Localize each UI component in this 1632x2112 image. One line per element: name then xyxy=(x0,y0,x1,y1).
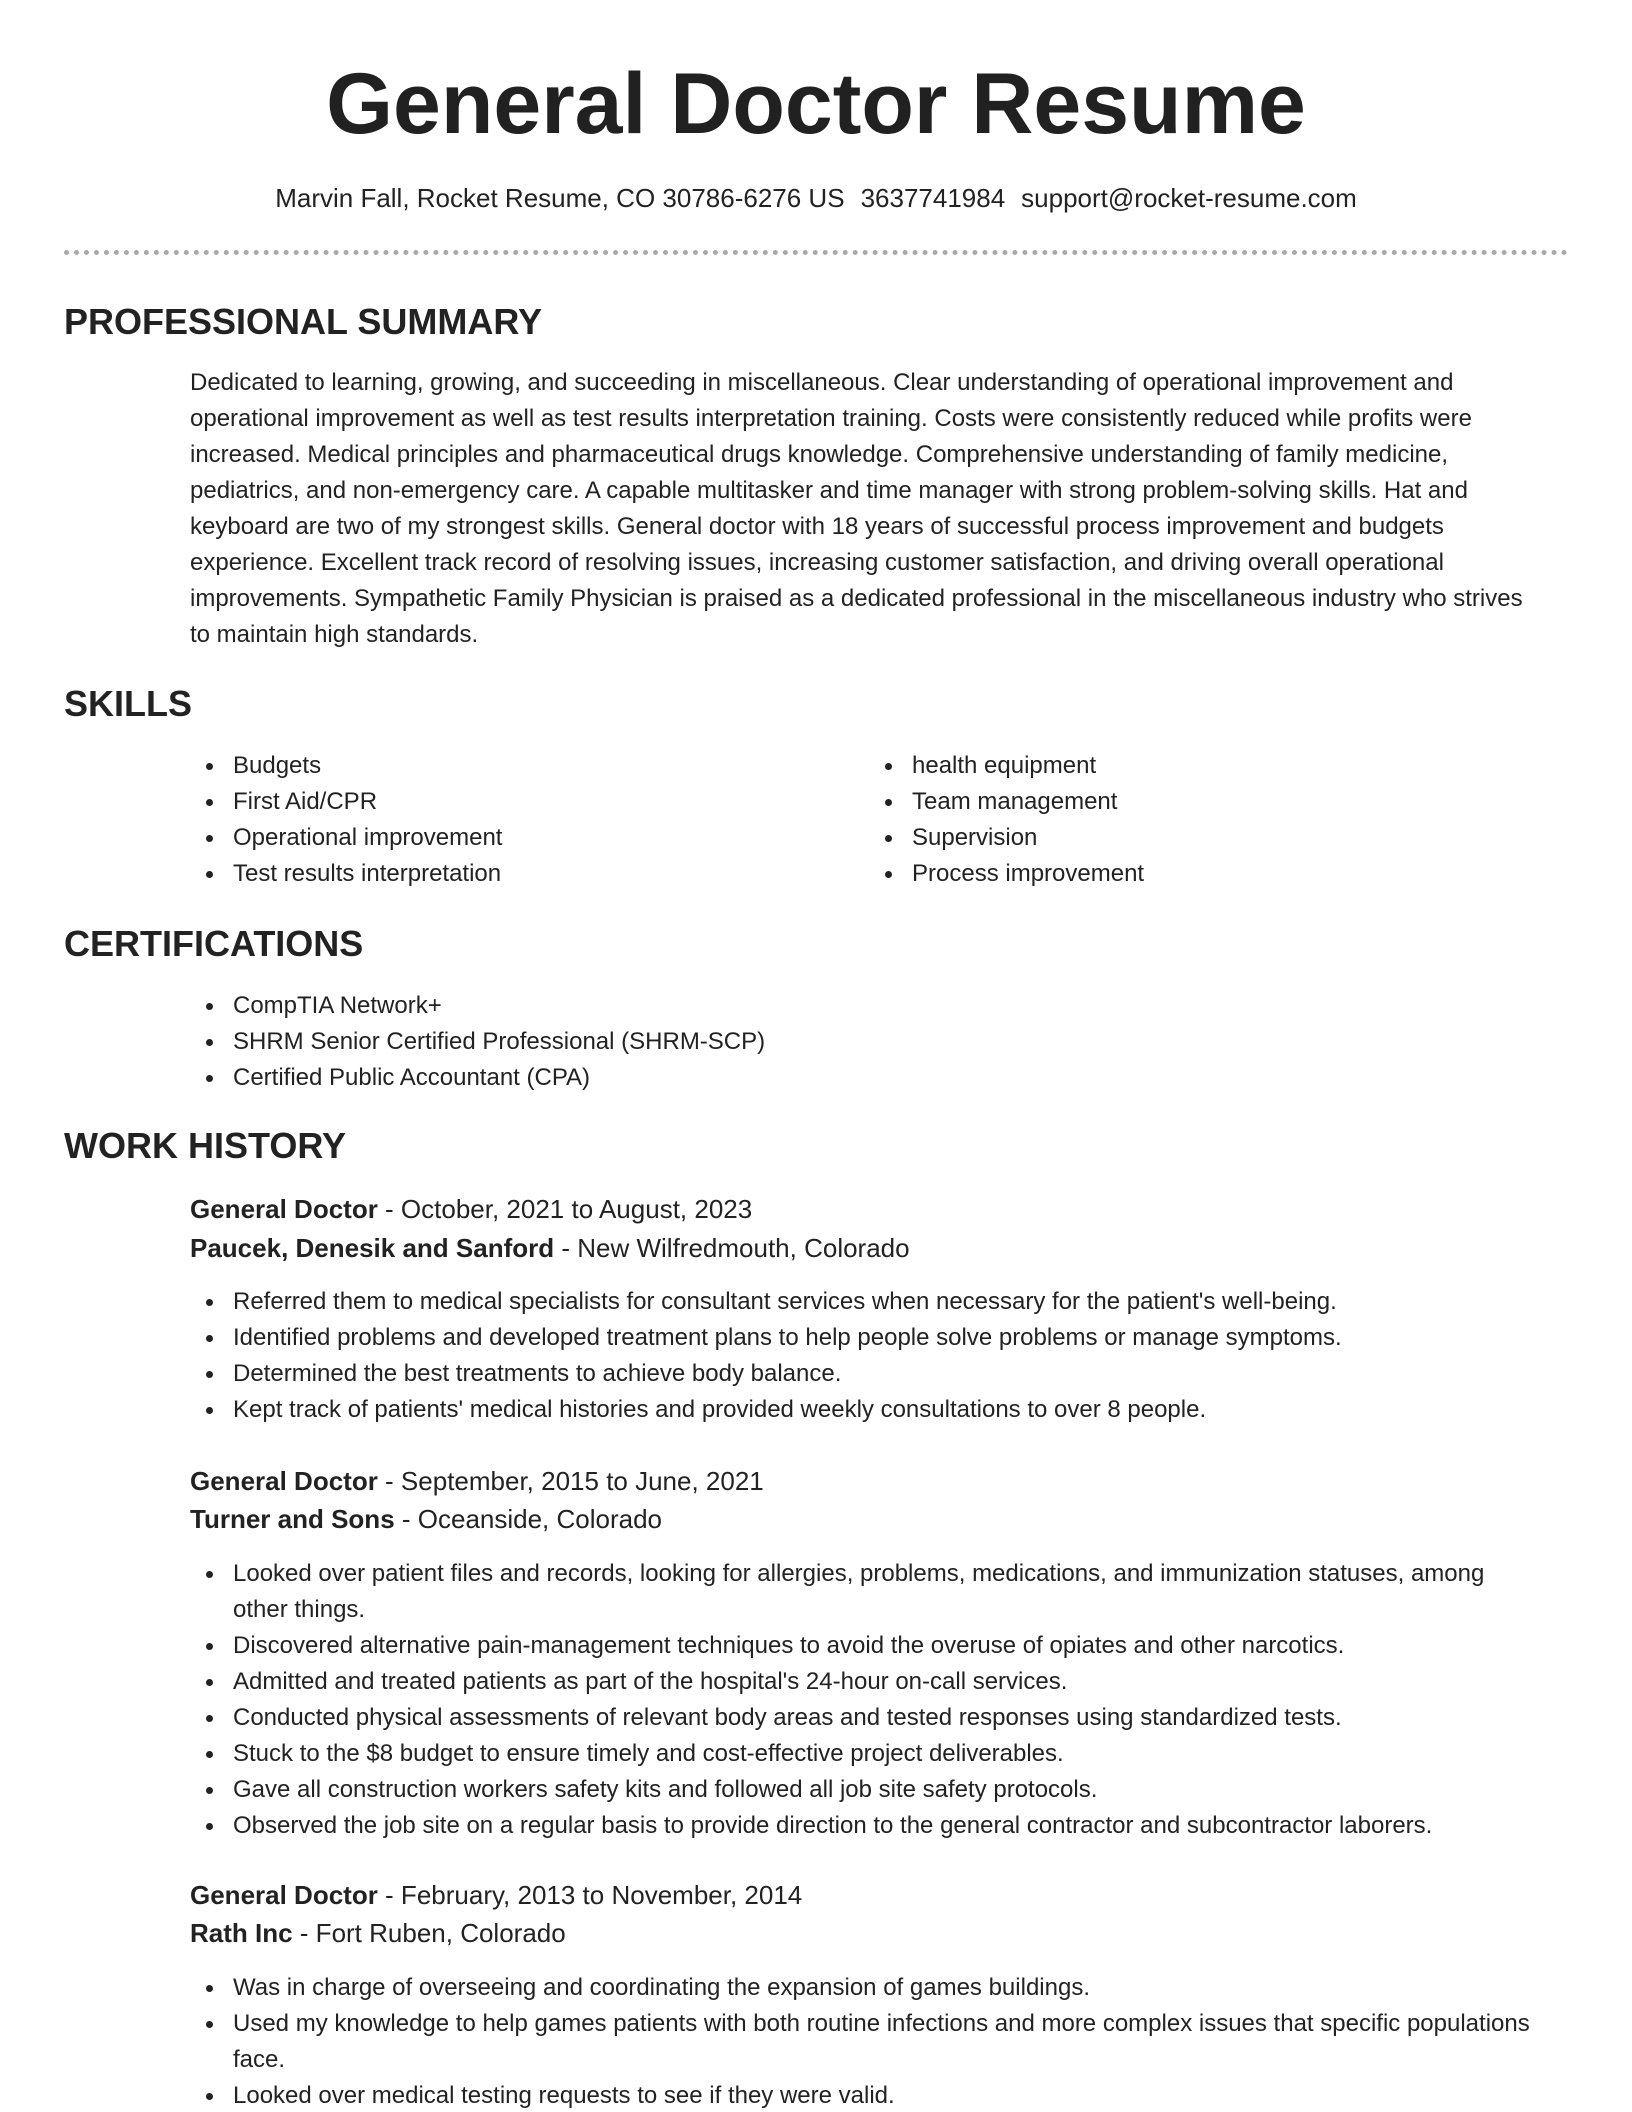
job-duties-list xyxy=(190,1970,1540,2112)
list-item: CompTIA Network+ xyxy=(190,988,1540,1024)
summary-heading: PROFESSIONAL SUMMARY xyxy=(64,301,543,342)
list-item: Was in charge of overseeing and coordinating the expansion of games buildings. xyxy=(190,1970,1540,2006)
job-title: General Doctor xyxy=(190,1466,378,1496)
list-item: Operational improvement xyxy=(190,820,850,856)
header-divider xyxy=(64,250,1568,255)
job-company-line xyxy=(190,1914,566,1952)
list-item: Team management xyxy=(869,784,1529,820)
list-item: Observed the job site on a regular basis to provide direction to the general contractor and subcontractor laborers. xyxy=(190,1808,1540,1844)
list-item: Determined the best treatments to achieve body balance. xyxy=(190,1356,1540,1392)
list-item: Test results interpretation xyxy=(190,856,850,892)
job-title: General Doctor xyxy=(190,1194,378,1224)
skills-list-left xyxy=(190,748,850,892)
job-dates: - September, 2015 to June, 2021 xyxy=(377,1466,764,1496)
certifications-list xyxy=(190,988,1540,1096)
job-title: General Doctor xyxy=(190,1880,378,1910)
skills-heading: SKILLS xyxy=(64,683,193,724)
job-duties-list xyxy=(190,1556,1540,1844)
job-dates: - October, 2021 to August, 2023 xyxy=(377,1194,753,1224)
list-item: First Aid/CPR xyxy=(190,784,850,820)
job-company: Paucek, Denesik and Sanford xyxy=(190,1233,555,1263)
contact-line xyxy=(0,180,1632,216)
list-item: Process improvement xyxy=(869,856,1529,892)
job-location: - New Wilfredmouth, Colorado xyxy=(554,1233,910,1263)
list-item: Kept track of patients' medical histories and provided weekly consultations to over 8 people. xyxy=(190,1392,1540,1428)
job-location: - Fort Ruben, Colorado xyxy=(292,1918,566,1948)
page-title: General Doctor Resume xyxy=(326,56,1306,152)
job-location: - Oceanside, Colorado xyxy=(394,1504,663,1534)
job-title-line xyxy=(190,1462,764,1500)
job-title-line xyxy=(190,1876,802,1914)
list-item: Budgets xyxy=(190,748,850,784)
list-item: Looked over medical testing requests to see if they were valid. xyxy=(190,2078,1540,2112)
job-title-line xyxy=(190,1190,752,1228)
list-item: Identified problems and developed treatment plans to help people solve problems or manage symptoms. xyxy=(190,1320,1540,1356)
list-item: SHRM Senior Certified Professional (SHRM-SCP) xyxy=(190,1024,1540,1060)
job-company-line xyxy=(190,1500,662,1538)
job-company-line xyxy=(190,1229,910,1267)
list-item: Certified Public Accountant (CPA) xyxy=(190,1060,1540,1096)
list-item: Admitted and treated patients as part of the hospital's 24-hour on-call services. xyxy=(190,1664,1540,1700)
work-history-heading: WORK HISTORY xyxy=(64,1125,347,1166)
list-item: health equipment xyxy=(869,748,1529,784)
list-item: Conducted physical assessments of relevant body areas and tested responses using standardized tests. xyxy=(190,1700,1540,1736)
contact-phone: 3637741984 xyxy=(860,183,1006,213)
list-item: Used my knowledge to help games patients with both routine infections and more complex issues that specific populations face. xyxy=(190,2006,1540,2078)
job-company: Turner and Sons xyxy=(190,1504,395,1534)
list-item: Referred them to medical specialists for consultant services when necessary for the patient's well-being. xyxy=(190,1284,1540,1320)
skills-list-right xyxy=(869,748,1529,892)
list-item: Gave all construction workers safety kits and followed all job site safety protocols. xyxy=(190,1772,1540,1808)
contact-address: Marvin Fall, Rocket Resume, CO 30786-6276 US xyxy=(275,183,845,213)
list-item: Supervision xyxy=(869,820,1529,856)
job-company: Rath Inc xyxy=(190,1918,293,1948)
job-dates: - February, 2013 to November, 2014 xyxy=(377,1880,803,1910)
certifications-heading: CERTIFICATIONS xyxy=(64,923,364,964)
list-item: Looked over patient files and records, looking for allergies, problems, medications, and immunization statuses, among other things. xyxy=(190,1556,1540,1628)
list-item: Stuck to the $8 budget to ensure timely and cost-effective project deliverables. xyxy=(190,1736,1540,1772)
list-item: Discovered alternative pain-management techniques to avoid the overuse of opiates and other narcotics. xyxy=(190,1628,1540,1664)
contact-email: support@rocket-resume.com xyxy=(1021,183,1357,213)
job-duties-list xyxy=(190,1284,1540,1428)
summary-text: Dedicated to learning, growing, and succeeding in miscellaneous. Clear understanding of operational improvement and operational improvement as well as test results interpretation training. Costs were consistently reduced while profits were increased. Medical principles and pharmaceutical drugs knowledge. Comprehensive understanding of family medicine, pediatrics, and non-emergency care. A capable multitasker and time manager with strong problem-solving skills. Hat and keyboard are two of my strongest skills. General doctor with 18 years of successful process improvement and budgets experience. Excellent track record of resolving issues, increasing customer satisfaction, and driving overall operational improvements. Sympathetic Family Physician is praised as a dedicated professional in the miscellaneous industry who strives to maintain high standards. xyxy=(190,369,1523,648)
